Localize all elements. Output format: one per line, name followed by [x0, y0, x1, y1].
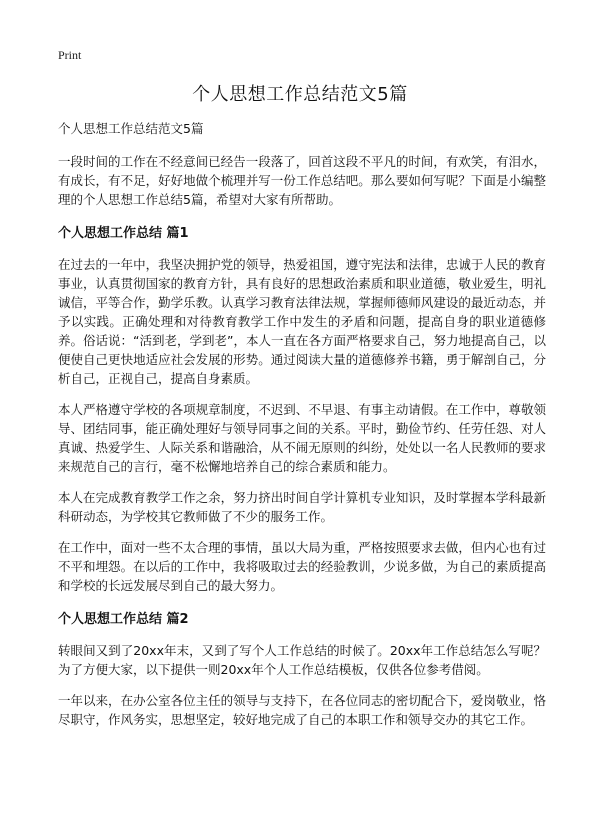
- section-2-paragraph-1: 转眼间又到了20xx年末，又到了写个人工作总结的时候了。20xx年工作总结怎么写呢？为了方便大家，以下提供一则20xx年个人工作总结模板，仅供各位参考借阅。: [58, 643, 546, 677]
- document-body: [58, 120, 546, 741]
- section-1-paragraph-1: 在过去的一年中，我坚决拥护党的领导，热爱祖国，遵守宪法和法律，忠诚于人民的教育事业，认真贯彻国家的教育方针，具有良好的思想政治素质和职业道德，敬业爱生，明礼诚信，平等合作，勤学乐教。认真学习教育法律法规，掌握师德师风建设的最近动态，并予以实践。正确处理和对待教育教学工作中发生的矛盾和问题，提高自身的职业道德修养。俗话说：“活到老，学到老”，本人一直在各方面严格要求自己，努力地提高自己，以便使自己更快地适应社会发展的形势。通过阅读大量的道德修养书籍，勇于解剖自己，分析自己，正视自己，提高自身素质。: [58, 257, 546, 386]
- page-title: 个人思想工作总结范文5篇: [192, 84, 408, 105]
- section-2-paragraph-2: 一年以来，在办公室各位主任的领导与支持下，在各位同志的密切配合下，爱岗敬业，恪尽职守，作风务实，思想坚定，较好地完成了自己的本职工作和领导交办的其它工作。: [58, 693, 546, 727]
- section-1-paragraph-3: 本人在完成教育教学工作之余，努力挤出时间自学计算机专业知识，及时掌握本学科最新科研动态，为学校其它教师做了不少的服务工作。: [58, 490, 546, 524]
- document-subtitle: 个人思想工作总结范文5篇: [58, 121, 204, 136]
- section-1-paragraph-2: 本人严格遵守学校的各项规章制度，不迟到、不早退、有事主动请假。在工作中，尊敬领导、团结同事，能正确处理好与领导同事之间的关系。平时，勤俭节约、任劳任怨、对人真诚、热爱学生、人际关系和谐融洽，从不闹无原则的纠纷，处处以一名人民教师的要求来规范自己的言行，毫不松懈地培养自己的综合素质和能力。: [58, 402, 546, 474]
- print-label[interactable]: Print: [58, 48, 82, 62]
- intro-paragraph: 一段时间的工作在不经意间已经告一段落了，回首这段不平凡的时间，有欢笑，有泪水，有成长，有不足，好好地做个梳理并写一份工作总结吧。那么要如何写呢？下面是小编整理的个人思想工作总结5篇，希望对大家有所帮助。: [58, 154, 546, 207]
- section-heading-1: 个人思想工作总结 篇1: [58, 226, 189, 241]
- section-heading-2: 个人思想工作总结 篇2: [58, 612, 189, 627]
- section-1-paragraph-4: 在工作中，面对一些不太合理的事情，虽以大局为重，严格按照要求去做，但内心也有过不平和埋怨。在以后的工作中，我将吸取过去的经验教训，少说多做，为自己的素质提高和学校的长远发展尽到自己的最大努力。: [58, 540, 546, 593]
